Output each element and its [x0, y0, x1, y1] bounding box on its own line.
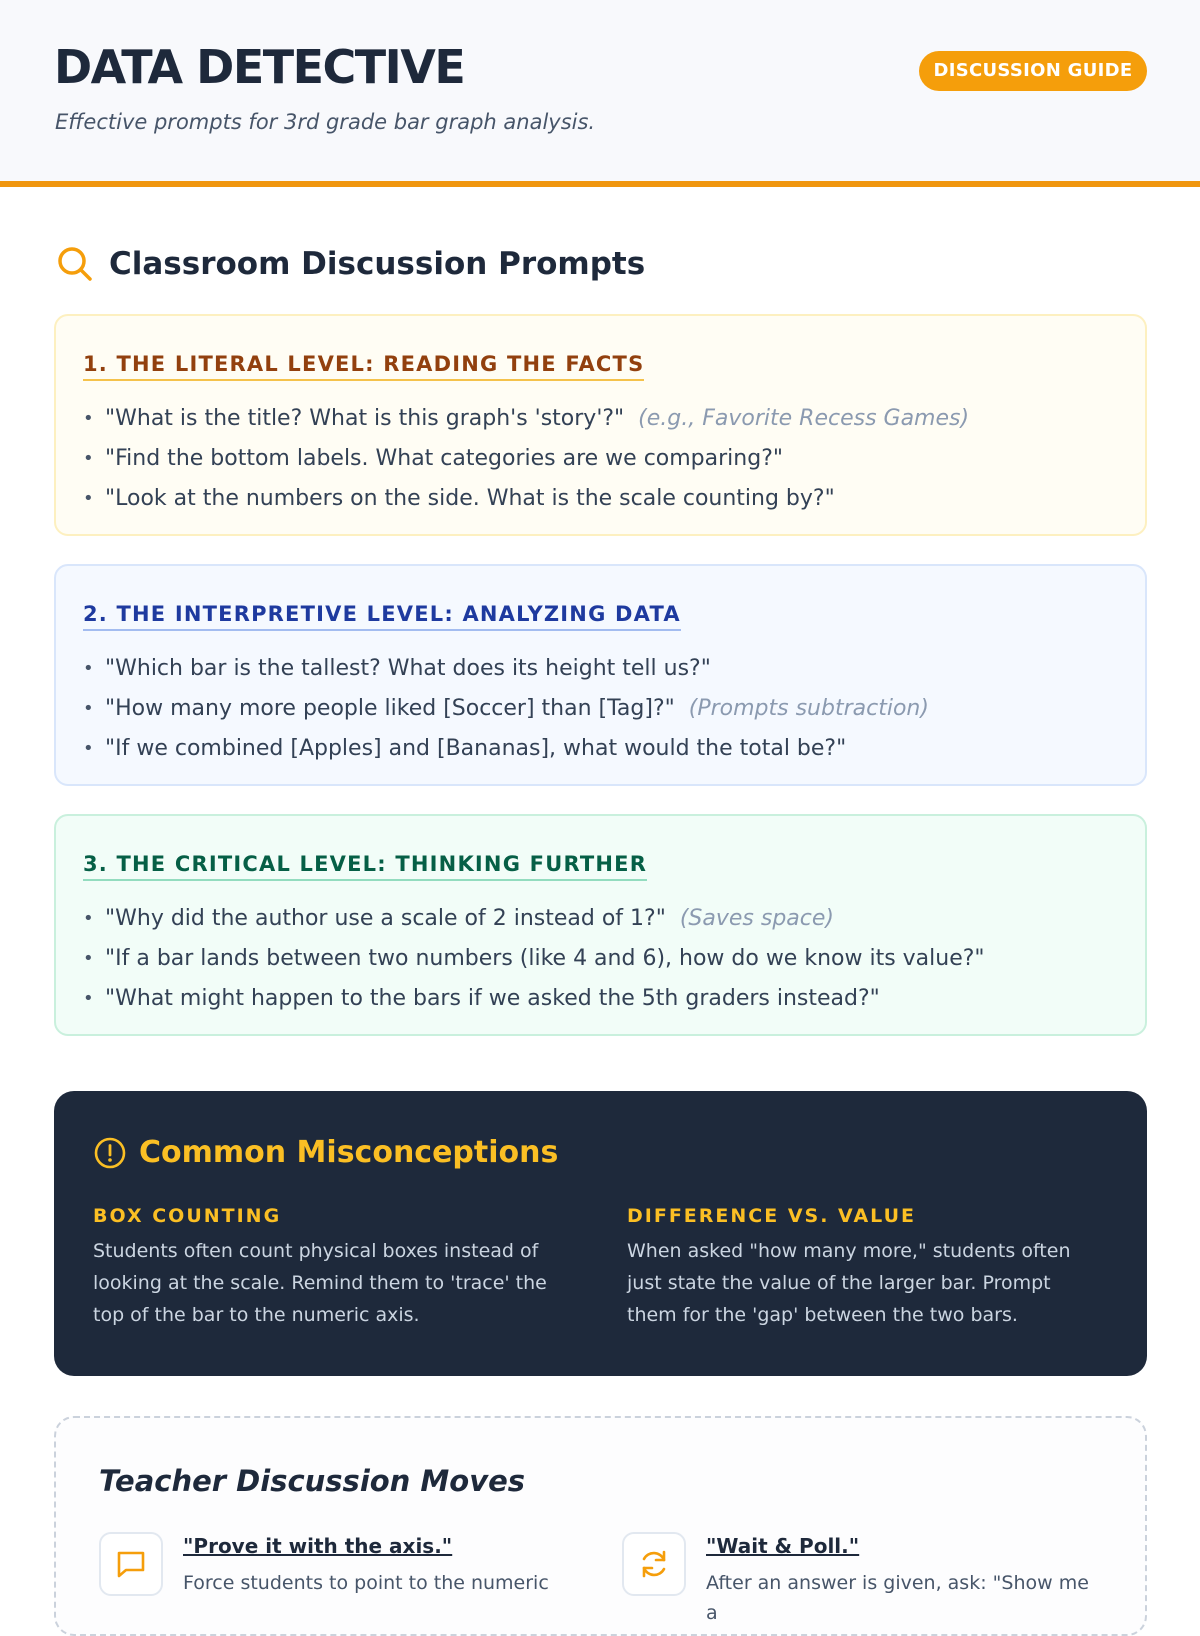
- bullet-icon: •: [83, 947, 94, 969]
- level-heading: 2. THE INTERPRETIVE LEVEL: ANALYZING DATA: [83, 602, 681, 631]
- prompt-text: "How many more people liked [Soccer] than [Tag]?": [105, 695, 675, 721]
- bullet-icon: •: [83, 487, 94, 509]
- prompts-section-header: [55, 240, 645, 288]
- misconceptions-title: Common Misconceptions: [139, 1135, 559, 1170]
- refresh-icon: [637, 1547, 671, 1581]
- bullet-icon: •: [83, 907, 94, 929]
- move-text: After an answer is given, ask: "Show me a: [706, 1572, 1089, 1624]
- level-heading: 1. THE LITERAL LEVEL: READING THE FACTS: [83, 352, 644, 381]
- bullet-icon: •: [83, 987, 94, 1009]
- bullet-icon: •: [83, 447, 94, 469]
- page-header: [0, 0, 1200, 187]
- misconceptions-panel: [54, 1091, 1147, 1376]
- discussion-guide-badge: DISCUSSION GUIDE: [919, 51, 1147, 91]
- bullet-icon: •: [83, 737, 94, 759]
- bullet-icon: •: [83, 407, 94, 429]
- prompt-list: [83, 898, 985, 1018]
- move-name: "Wait & Poll.": [706, 1534, 860, 1558]
- move-name: "Prove it with the axis.": [183, 1534, 453, 1558]
- prompt-text: "If a bar lands between two numbers (like 4 and 6), how do we know its value?": [105, 945, 985, 971]
- teacher-moves-panel: [54, 1416, 1147, 1636]
- prompt-note: (Saves space): [679, 905, 835, 931]
- prompt-text: "What is the title? What is this graph's 'story'?": [105, 405, 625, 431]
- list-item: [83, 898, 985, 938]
- bullet-icon: •: [83, 657, 94, 679]
- teacher-moves-title: Teacher Discussion Moves: [99, 1464, 526, 1498]
- list-item: [83, 938, 985, 978]
- prompt-note: (e.g., Favorite Recess Games): [638, 405, 970, 431]
- prompt-list: [83, 648, 929, 768]
- list-item: [83, 478, 969, 518]
- misconception-text: Students often count physical boxes instead of looking at the scale. Remind them to 'trace' the top of the bar to the numeric axis.: [93, 1240, 547, 1326]
- prompt-list: [83, 398, 969, 518]
- prompt-text: "What might happen to the bars if we asked the 5th graders instead?": [105, 985, 880, 1011]
- move-icon-box: [99, 1532, 163, 1596]
- misconception-text: When asked "how many more," students often just state the value of the larger bar. Prompt them for the 'gap' between the two bars.: [627, 1240, 1071, 1326]
- misconception-item: [627, 1205, 1102, 1331]
- misconception-heading: BOX COUNTING: [93, 1205, 282, 1227]
- page-title: DATA DETECTIVE: [54, 40, 465, 94]
- list-item: [83, 978, 985, 1018]
- critical-level-card: [54, 814, 1147, 1036]
- search-icon: [55, 244, 95, 284]
- list-item: [83, 688, 929, 728]
- prompt-text: "If we combined [Apples] and [Bananas], what would the total be?": [105, 735, 847, 761]
- prompts-section-title: Classroom Discussion Prompts: [109, 246, 646, 282]
- prompt-text: "Why did the author use a scale of 2 instead of 1?": [105, 905, 666, 931]
- interpretive-level-card: [54, 564, 1147, 786]
- prompt-text: "Which bar is the tallest? What does its height tell us?": [105, 655, 711, 681]
- bullet-icon: •: [83, 697, 94, 719]
- speech-bubble-icon: [114, 1547, 148, 1581]
- move-text: Force students to point to the numeric: [183, 1572, 549, 1594]
- alert-circle-icon: [93, 1136, 127, 1170]
- prompt-text: "Look at the numbers on the side. What is the scale counting by?": [105, 485, 835, 511]
- list-item: [83, 438, 969, 478]
- misconception-heading: DIFFERENCE VS. VALUE: [627, 1205, 917, 1227]
- prompt-text: "Find the bottom labels. What categories are we comparing?": [105, 445, 783, 471]
- literal-level-card: [54, 314, 1147, 536]
- list-item: [83, 648, 929, 688]
- misconceptions-header: [93, 1135, 558, 1170]
- misconception-item: [93, 1205, 568, 1331]
- page-subtitle: Effective prompts for 3rd grade bar graph analysis.: [55, 110, 596, 134]
- prompt-note: (Prompts subtraction): [688, 695, 929, 721]
- list-item: [83, 728, 929, 768]
- move-icon-box: [622, 1532, 686, 1596]
- level-heading: 3. THE CRITICAL LEVEL: THINKING FURTHER: [83, 852, 647, 881]
- list-item: [83, 398, 969, 438]
